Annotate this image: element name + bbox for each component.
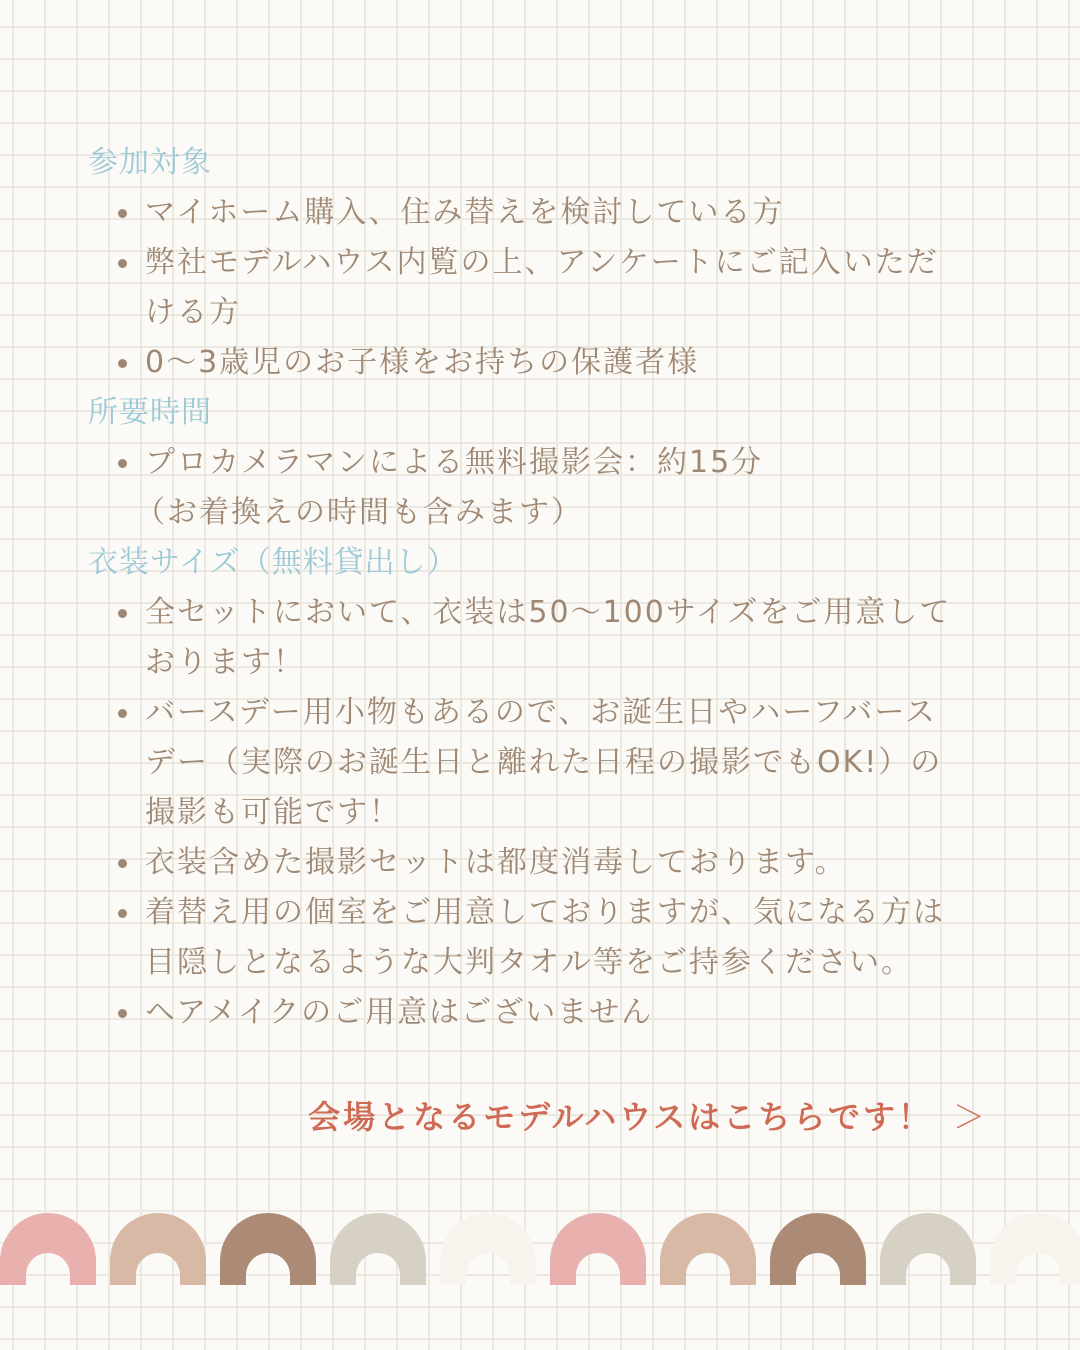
list-item-text: バースデー用小物もあるので、お誕生日やハーフバース xyxy=(145,695,937,730)
bullet-icon xyxy=(118,209,127,218)
arch-shape xyxy=(880,1213,976,1285)
list-item-text: 全セットにおいて、衣装は50〜100サイズをご用意して xyxy=(145,595,952,630)
list-item-text: プロカメラマンによる無料撮影会：約15分 xyxy=(145,445,764,480)
bullet-icon xyxy=(118,609,127,618)
list-item-text: おります！ xyxy=(145,645,305,680)
list-item xyxy=(88,888,985,988)
list-item-text: 0〜3歳児のお子様をお持ちの保護者様 xyxy=(145,345,700,380)
list-item-text: マイホーム購入、住み替えを検討している方 xyxy=(145,195,785,230)
arch-shape xyxy=(550,1213,646,1285)
list-item-text: 衣装含めた撮影セットは都度消毒しております。 xyxy=(145,845,847,880)
costume-list xyxy=(88,588,1008,1038)
arch-shape xyxy=(440,1213,536,1285)
section-heading-duration: 所要時間 xyxy=(88,395,212,430)
bullet-icon xyxy=(118,709,127,718)
list-item-text: 弊社モデルハウス内覧の上、アンケートにご記入いただ xyxy=(145,245,939,280)
section-heading-eligibility: 参加対象 xyxy=(88,145,212,180)
arch-shape xyxy=(220,1213,316,1285)
duration-list xyxy=(88,438,1008,538)
arch-shape xyxy=(990,1213,1080,1285)
model-house-link[interactable] xyxy=(308,1092,988,1142)
list-item-text: 目隠しとなるような大判タオル等をご持参ください。 xyxy=(145,945,913,980)
arch-shape xyxy=(330,1213,426,1285)
list-item xyxy=(88,188,985,238)
list-item xyxy=(88,688,985,838)
bullet-icon xyxy=(118,359,127,368)
list-item xyxy=(88,838,985,888)
bullet-icon xyxy=(118,909,127,918)
arch-shape xyxy=(110,1213,206,1285)
event-details xyxy=(88,138,1008,1038)
list-item-text: デー（実際のお誕生日と離れた日程の撮影でもOK!）の xyxy=(145,745,943,780)
list-item xyxy=(88,338,985,388)
list-item-text: ける方 xyxy=(145,295,241,330)
bullet-icon xyxy=(118,259,127,268)
list-item xyxy=(88,238,985,338)
list-item xyxy=(88,588,985,688)
model-house-link-label: 会場となるモデルハウスはこちらです！ xyxy=(308,1098,933,1136)
section-heading-costume-sizes: 衣装サイズ（無料貸出し） xyxy=(88,545,458,580)
arch-shape xyxy=(770,1213,866,1285)
list-item-text: 撮影も可能です！ xyxy=(145,795,401,830)
list-item-text: 着替え用の個室をご用意しておりますが、気になる方は xyxy=(145,895,945,930)
arch-shape xyxy=(660,1213,756,1285)
list-item-text: ヘアメイクのご用意はございません xyxy=(145,995,654,1030)
list-item-text: （お着換えの時間も含みます） xyxy=(135,495,583,530)
list-item xyxy=(88,438,985,538)
list-item xyxy=(88,988,985,1038)
chevron-right-icon: ＞ xyxy=(952,1098,988,1136)
decorative-arches xyxy=(0,1205,1080,1295)
arch-shape xyxy=(0,1213,96,1285)
bullet-icon xyxy=(118,459,127,468)
bullet-icon xyxy=(118,1009,127,1018)
eligibility-list xyxy=(88,188,1008,388)
bullet-icon xyxy=(118,859,127,868)
